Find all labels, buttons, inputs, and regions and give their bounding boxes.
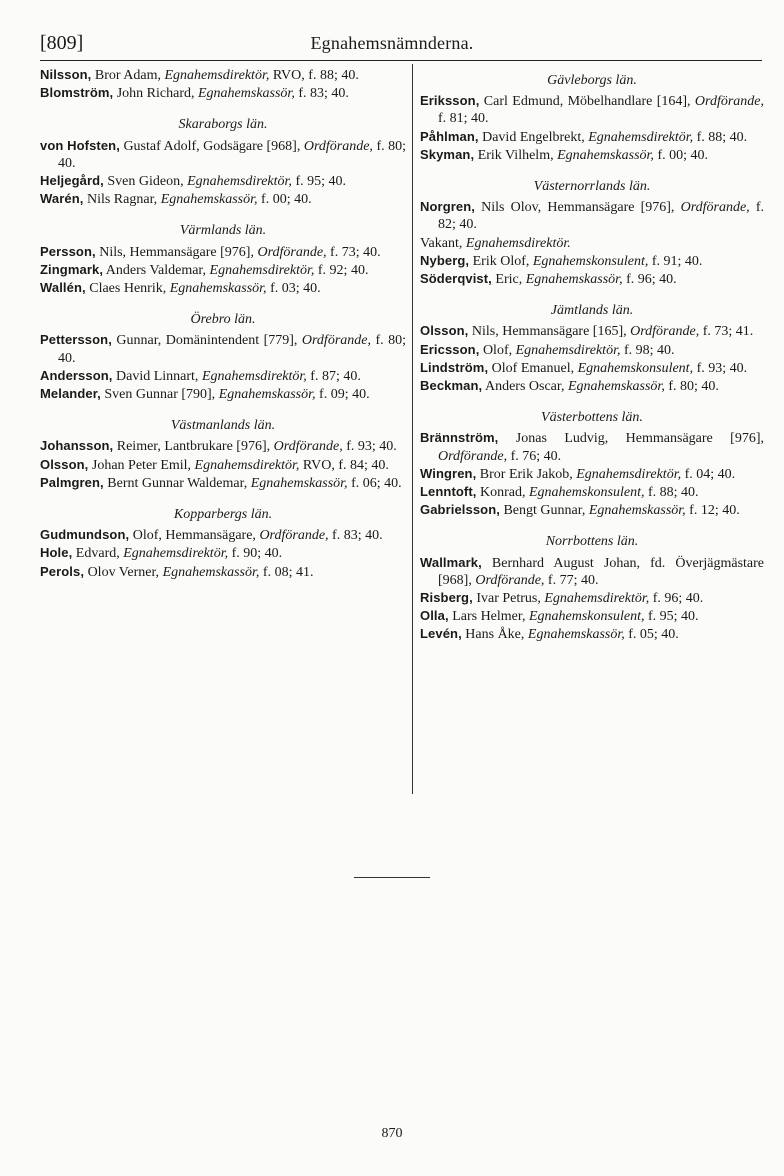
entry-details-tail: f. 87; 40. — [306, 368, 361, 384]
entry-title: Egnahemskassör, — [588, 503, 686, 519]
person-name: Gabrielsson, — [420, 502, 500, 518]
entry-details-tail: f. 03; 40. — [266, 281, 321, 297]
entry-details-tail: f. 80; 40. — [664, 379, 719, 395]
person-name: Palmgren, — [40, 474, 104, 490]
directory-entry — [40, 474, 406, 492]
directory-entry — [420, 128, 764, 146]
entry-details-tail: f. 76; 40. — [507, 448, 562, 464]
entry-details-tail: f. 00; 40. — [653, 147, 708, 163]
person-name: Johansson, — [40, 438, 114, 454]
entry-title: Egnahemsdirektör, — [209, 262, 315, 278]
person-name: Norgren, — [420, 199, 475, 215]
entry-details-tail: f. 98; 40. — [620, 342, 675, 358]
entry-title: Egnahemskassör, — [162, 564, 260, 580]
entry-details: Bernhard August Johan, fd. Överjägmästare [968], — [438, 555, 764, 588]
person-name: Lenntoft, — [420, 484, 477, 500]
entry-details: Olof Emanuel, — [488, 360, 578, 376]
directory-entry — [420, 554, 764, 589]
entry-details: Nils, Hemmansägare [976], — [95, 244, 258, 260]
folio-number: 870 — [381, 1126, 403, 1141]
entry-details: Jonas Ludvig, Hemmansägare [976], — [498, 431, 764, 447]
entry-details: Gustaf Adolf, Godsägare [968], — [119, 138, 304, 154]
column-divider — [412, 64, 413, 794]
directory-entry — [40, 526, 406, 544]
directory-entry — [420, 322, 764, 340]
directory-entry — [40, 66, 406, 84]
entry-title: Ordförande, — [694, 94, 764, 110]
entry-details-tail: f. 06; 40. — [347, 475, 402, 491]
header-page-number: [809] — [40, 32, 84, 54]
county-heading: Jämtlands län. — [550, 303, 634, 319]
entry-details-tail: f. 96; 40. — [649, 591, 704, 607]
entry-details: Konrad, — [476, 485, 529, 501]
bottom-rule — [354, 877, 430, 878]
person-name: Söderqvist, — [420, 271, 492, 287]
entry-details: Nils Ragnar, — [83, 192, 161, 208]
person-name: Olsson, — [420, 323, 469, 339]
entry-details-tail: RVO, f. 84; 40. — [299, 457, 389, 473]
directory-entry — [40, 172, 406, 190]
county-heading: Västernorrlands län. — [533, 179, 651, 195]
directory-entry — [40, 331, 406, 366]
person-name: Lindström, — [420, 359, 489, 375]
entry-title: Egnahemsdirektör, — [588, 129, 694, 145]
person-name: Nyberg, — [420, 252, 470, 268]
header-rule — [40, 60, 762, 61]
entry-title: Egnahemsdirektör, — [576, 466, 682, 482]
entry-details-tail: f. 88; 40. — [644, 485, 699, 501]
county-heading: Norrbottens län. — [545, 534, 639, 550]
directory-entry — [40, 84, 406, 102]
entry-details: Bengt Gunnar, — [499, 503, 589, 519]
entry-details-tail: f. 90; 40. — [228, 546, 283, 562]
directory-entry — [420, 377, 764, 395]
entry-details: Claes Henrik, — [85, 281, 170, 297]
entry-title: Egnahemskassör, — [198, 86, 295, 102]
entry-details: John Richard, — [113, 86, 198, 102]
directory-entry — [420, 341, 764, 359]
person-name: Påhlman, — [420, 128, 479, 144]
person-name: Persson, — [40, 243, 96, 259]
entry-title: Egnahemsdirektör. — [465, 235, 571, 251]
directory-entry — [420, 625, 764, 643]
entry-title: Egnahemskassör, — [160, 192, 258, 208]
directory-entry — [420, 146, 764, 164]
directory-entry — [40, 137, 406, 172]
person-name: Wallén, — [40, 280, 86, 296]
entry-title: Ordförande, — [438, 448, 508, 464]
person-name: Melander, — [40, 386, 101, 402]
entry-details-tail: f. 00; 40. — [257, 192, 312, 208]
entry-title: Ordförande, — [257, 244, 327, 260]
person-name: Heljegård, — [40, 173, 104, 189]
entry-title: Egnahemskonsulent, — [532, 253, 649, 269]
entry-details: Erik Olof, — [469, 253, 533, 269]
entry-details-tail: f. 81; 40. — [438, 111, 489, 127]
person-name: Blomström, — [40, 85, 114, 101]
directory-entry — [40, 243, 406, 261]
entry-details-tail: f. 92; 40. — [314, 262, 369, 278]
entry-details: Nils Olov, Hemmansägare [976], — [474, 200, 681, 216]
entry-details: Erik Vilhelm, — [474, 147, 558, 163]
entry-details: Nils, Hemmansägare [165], — [468, 324, 631, 340]
directory-entry — [420, 483, 764, 501]
entry-details: Olov Verner, — [84, 564, 163, 580]
entry-title: Egnahemskassör, — [218, 387, 316, 403]
entry-details-tail: f. 91; 40. — [648, 253, 703, 269]
entry-title: Ordförande, — [303, 138, 373, 154]
person-name: Brännström, — [420, 430, 499, 446]
person-name: Gudmundson, — [40, 527, 130, 543]
person-name: Andersson, — [40, 367, 113, 383]
directory-entry — [420, 198, 764, 233]
directory-entry — [420, 607, 764, 625]
directory-entry — [40, 261, 406, 279]
entry-details-tail: f. 95; 40. — [291, 174, 346, 190]
person-name: Zingmark, — [40, 261, 104, 277]
directory-entry — [40, 190, 406, 208]
entry-title: Egnahemsdirektör, — [187, 174, 292, 190]
entry-details: Olof, Hemmansägare, — [129, 528, 260, 544]
entry-details-tail: f. 05; 40. — [624, 627, 679, 643]
entry-details: Anders Oscar, — [482, 379, 568, 395]
person-name: Skyman, — [420, 146, 475, 162]
entry-title: Egnahemskonsulent, — [529, 485, 645, 501]
person-name: von Hofsten, — [40, 137, 120, 153]
county-heading: Örebro län. — [190, 312, 256, 328]
person-name: Olsson, — [40, 456, 89, 472]
entry-title: Ordförande, — [273, 439, 343, 455]
directory-entry — [40, 563, 406, 581]
entry-title: Ordförande, — [680, 200, 750, 216]
person-name: Nilsson, — [40, 67, 92, 82]
entry-title: Egnahemsdirektör, — [544, 591, 650, 607]
entry-title: Egnahemskassör, — [527, 627, 625, 643]
county-heading: Gävleborgs län. — [547, 73, 637, 88]
county-heading: Västmanlands län. — [170, 418, 276, 434]
directory-entry — [420, 589, 764, 607]
entry-details-tail: f. 77; 40. — [544, 572, 599, 588]
entry-details-tail: f. 83; 40. — [328, 528, 383, 544]
entry-details-tail: f. 88; 40. — [693, 129, 748, 145]
directory-entry — [40, 544, 406, 562]
entry-details-tail: f. 80; 40. — [58, 333, 406, 366]
entry-details: David Linnart, — [112, 368, 202, 384]
entry-details: Eric, — [491, 272, 526, 288]
entry-details-tail: f. 93; 40. — [342, 439, 397, 455]
county-heading: Kopparbergs län. — [173, 507, 273, 523]
directory-entry — [420, 359, 764, 377]
entry-details: Bror Adam, — [91, 68, 165, 83]
entry-details-tail: f. 04; 40. — [681, 466, 736, 482]
entry-details-tail: f. 82; 40. — [438, 200, 764, 233]
person-name: Olla, — [420, 608, 449, 624]
directory-entry — [420, 234, 764, 252]
entry-details: Johan Peter Emil, — [88, 457, 195, 473]
entry-details: Vakant, — [420, 235, 466, 251]
entry-title: Egnahemsdirektör, — [123, 546, 229, 562]
directory-entry — [420, 465, 764, 483]
entry-title: Egnahemsdirektör, — [194, 457, 300, 473]
entry-title: Ordförande, — [301, 333, 371, 349]
directory-entry — [40, 437, 406, 455]
person-name: Warén, — [40, 191, 84, 207]
entry-details: Sven Gideon, — [103, 174, 188, 190]
directory-entry — [420, 92, 764, 127]
entry-details: Lars Helmer, — [448, 609, 529, 625]
entry-details: Reimer, Lantbrukare [976], — [113, 439, 274, 455]
entry-title: Egnahemskonsulent, — [577, 360, 694, 376]
entry-details: Hans Åke, — [461, 627, 528, 643]
entry-title: Egnahemsdirektör, — [164, 68, 270, 83]
entry-details-tail: f. 80; 40. — [58, 138, 406, 171]
person-name: Pettersson, — [40, 332, 112, 348]
entry-details: Olof, — [479, 342, 516, 358]
county-heading: Värmlands län. — [179, 223, 267, 239]
entry-title: Egnahemskassör, — [169, 281, 267, 297]
entry-details-tail: f. 12; 40. — [685, 503, 740, 519]
directory-entry — [40, 367, 406, 385]
entry-details-tail: f. 83; 40. — [294, 86, 349, 102]
person-name: Perols, — [40, 563, 85, 579]
entry-details-tail: f. 93; 40. — [693, 360, 748, 376]
running-title: Egnahemsnämnderna. — [310, 33, 474, 53]
entry-details: Anders Valdemar, — [103, 262, 210, 278]
entry-details: Bror Erik Jakob, — [476, 466, 577, 482]
entry-title: Egnahemskassör, — [250, 475, 348, 491]
entry-title: Egnahemskassör, — [525, 272, 623, 288]
entry-details: Sven Gunnar [790], — [100, 387, 219, 403]
directory-entry — [40, 456, 406, 474]
directory-entry — [420, 252, 764, 270]
person-name: Levén, — [420, 626, 462, 642]
directory-entry — [420, 501, 764, 519]
person-name: Hole, — [40, 545, 73, 561]
entry-details: Edvard, — [72, 546, 124, 562]
directory-entry — [420, 429, 764, 464]
county-heading: Skaraborgs län. — [178, 117, 268, 133]
county-heading: Västerbottens län. — [541, 410, 643, 426]
person-name: Eriksson, — [420, 93, 480, 109]
entry-details-tail: f. 95; 40. — [644, 609, 699, 625]
directory-entry — [40, 385, 406, 403]
entry-title: Egnahemsdirektör, — [515, 342, 621, 358]
entry-details-tail: f. 96; 40. — [622, 272, 677, 288]
entry-title: Egnahemskonsulent, — [528, 609, 645, 625]
person-name: Ericsson, — [420, 341, 480, 357]
right-column — [420, 66, 764, 644]
person-name: Wingren, — [420, 465, 477, 481]
left-column — [40, 66, 406, 581]
directory-entry — [40, 279, 406, 297]
entry-details: Carl Edmund, Möbelhandlare [164], — [479, 94, 695, 110]
entry-title: Egnahemskassör, — [567, 379, 665, 395]
person-name: Wallmark, — [420, 554, 482, 570]
entry-details-tail: f. 08; 41. — [259, 564, 314, 580]
entry-title: Egnahemskassör, — [557, 147, 654, 163]
entry-title: Egnahemsdirektör, — [201, 368, 307, 384]
entry-details: Gunnar, Domänintendent [779], — [111, 333, 302, 349]
entry-details: Bernt Gunnar Waldemar, — [103, 475, 251, 491]
entry-details-tail: f. 73; 40. — [326, 244, 381, 260]
person-name: Beckman, — [420, 378, 483, 394]
entry-details: Ivar Petrus, — [472, 591, 545, 607]
entry-details-tail: f. 09; 40. — [315, 387, 370, 403]
entry-title: Ordförande, — [630, 324, 700, 340]
entry-title: Ordförande, — [259, 528, 329, 544]
directory-entry — [420, 270, 764, 288]
entry-details: David Engelbrekt, — [478, 129, 589, 145]
entry-details-tail: RVO, f. 88; 40. — [269, 68, 359, 83]
person-name: Risberg, — [420, 590, 473, 606]
entry-title: Ordförande, — [475, 572, 545, 588]
entry-details-tail: f. 73; 41. — [699, 324, 754, 340]
